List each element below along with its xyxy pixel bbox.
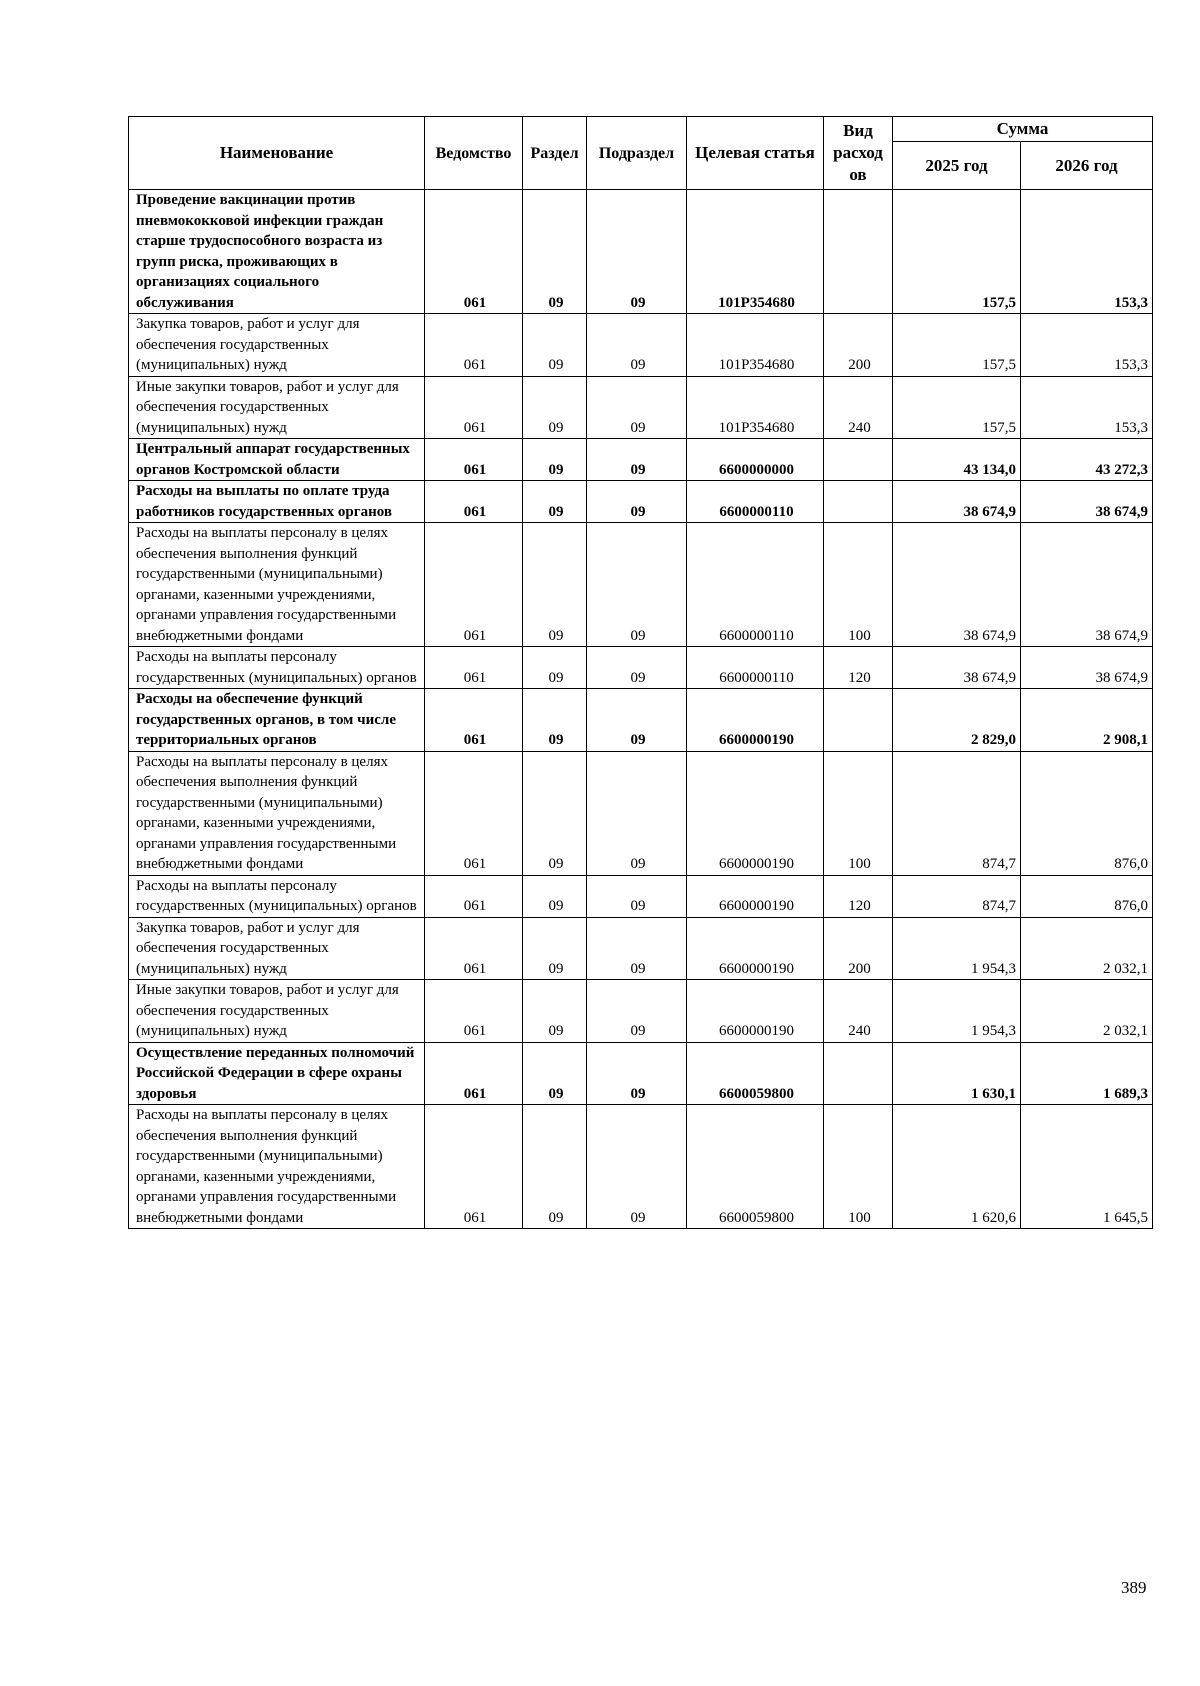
row-sum-2025: 157,5 xyxy=(893,190,1021,314)
row-tselevaya-statya: 6600000110 xyxy=(687,481,824,523)
row-tselevaya-statya: 6600000190 xyxy=(687,689,824,752)
row-vedomstvo: 061 xyxy=(425,376,523,439)
row-sum-2025: 38 674,9 xyxy=(893,523,1021,647)
row-vid-rashodov: 200 xyxy=(824,917,893,980)
header-vid-rashodov: Вид расход ов xyxy=(824,117,893,190)
header-razdel: Раздел xyxy=(523,117,587,190)
row-vid-rashodov: 120 xyxy=(824,647,893,689)
row-podrazdel: 09 xyxy=(587,523,687,647)
table-row xyxy=(129,523,1153,647)
table-row xyxy=(129,1042,1153,1105)
row-razdel: 09 xyxy=(523,1042,587,1105)
row-podrazdel: 09 xyxy=(587,376,687,439)
row-sum-2026: 2 032,1 xyxy=(1021,980,1153,1043)
row-podrazdel: 09 xyxy=(587,980,687,1043)
row-podrazdel: 09 xyxy=(587,439,687,481)
row-name: Расходы на выплаты по оплате труда работников государственных органов xyxy=(129,481,425,523)
header-summa: Сумма xyxy=(893,117,1153,142)
row-sum-2026: 2 908,1 xyxy=(1021,689,1153,752)
row-vid-rashodov xyxy=(824,689,893,752)
table-row xyxy=(129,917,1153,980)
row-podrazdel: 09 xyxy=(587,481,687,523)
row-vid-rashodov xyxy=(824,439,893,481)
table-row xyxy=(129,689,1153,752)
row-razdel: 09 xyxy=(523,751,587,875)
row-vedomstvo: 061 xyxy=(425,875,523,917)
row-sum-2025: 1 630,1 xyxy=(893,1042,1021,1105)
row-vedomstvo: 061 xyxy=(425,751,523,875)
row-vid-rashodov: 100 xyxy=(824,523,893,647)
row-sum-2026: 38 674,9 xyxy=(1021,647,1153,689)
row-vid-rashodov: 120 xyxy=(824,875,893,917)
header-name: Наименование xyxy=(129,117,425,190)
row-name: Расходы на выплаты персоналу в целях обеспечения выполнения функций государственными (муниципальными) органами, казенными учреждениями, органами управления государственными внебюджетными фондами xyxy=(129,751,425,875)
table-row xyxy=(129,751,1153,875)
table-row xyxy=(129,314,1153,377)
row-name: Проведение вакцинации против пневмококковой инфекции граждан старше трудоспособного возраста из групп риска, проживающих в организациях социального обслуживания xyxy=(129,190,425,314)
row-sum-2025: 157,5 xyxy=(893,314,1021,377)
row-sum-2026: 153,3 xyxy=(1021,376,1153,439)
row-tselevaya-statya: 6600000190 xyxy=(687,917,824,980)
table-row xyxy=(129,481,1153,523)
row-sum-2025: 1 620,6 xyxy=(893,1105,1021,1229)
row-podrazdel: 09 xyxy=(587,647,687,689)
row-name: Иные закупки товаров, работ и услуг для обеспечения государственных (муниципальных) нужд xyxy=(129,980,425,1043)
row-vid-rashodov: 100 xyxy=(824,1105,893,1229)
row-vid-rashodov: 240 xyxy=(824,376,893,439)
header-year-2025: 2025 год xyxy=(893,142,1021,190)
row-podrazdel: 09 xyxy=(587,751,687,875)
row-sum-2025: 43 134,0 xyxy=(893,439,1021,481)
row-razdel: 09 xyxy=(523,481,587,523)
table-row xyxy=(129,376,1153,439)
row-razdel: 09 xyxy=(523,647,587,689)
row-sum-2026: 43 272,3 xyxy=(1021,439,1153,481)
row-tselevaya-statya: 6600000000 xyxy=(687,439,824,481)
row-sum-2025: 38 674,9 xyxy=(893,481,1021,523)
row-sum-2025: 1 954,3 xyxy=(893,917,1021,980)
row-name: Закупка товаров, работ и услуг для обеспечения государственных (муниципальных) нужд xyxy=(129,917,425,980)
row-tselevaya-statya: 6600000190 xyxy=(687,980,824,1043)
row-name: Закупка товаров, работ и услуг для обеспечения государственных (муниципальных) нужд xyxy=(129,314,425,377)
page-number: 389 xyxy=(1121,1578,1147,1597)
row-podrazdel: 09 xyxy=(587,917,687,980)
row-sum-2026: 38 674,9 xyxy=(1021,523,1153,647)
row-razdel: 09 xyxy=(523,523,587,647)
row-podrazdel: 09 xyxy=(587,1042,687,1105)
row-sum-2025: 874,7 xyxy=(893,751,1021,875)
row-tselevaya-statya: 101P354680 xyxy=(687,314,824,377)
row-podrazdel: 09 xyxy=(587,314,687,377)
header-year-2026: 2026 год xyxy=(1021,142,1153,190)
row-tselevaya-statya: 6600000190 xyxy=(687,875,824,917)
row-vid-rashodov xyxy=(824,1042,893,1105)
table-row xyxy=(129,980,1153,1043)
row-vedomstvo: 061 xyxy=(425,439,523,481)
row-razdel: 09 xyxy=(523,376,587,439)
row-name: Расходы на выплаты персоналу государственных (муниципальных) органов xyxy=(129,875,425,917)
row-sum-2025: 2 829,0 xyxy=(893,689,1021,752)
row-name: Расходы на выплаты персоналу в целях обеспечения выполнения функций государственными (муниципальными) органами, казенными учреждениями, органами управления государственными внебюджетными фондами xyxy=(129,1105,425,1229)
row-sum-2026: 876,0 xyxy=(1021,875,1153,917)
row-sum-2025: 874,7 xyxy=(893,875,1021,917)
row-tselevaya-statya: 6600059800 xyxy=(687,1105,824,1229)
row-podrazdel: 09 xyxy=(587,1105,687,1229)
row-sum-2026: 153,3 xyxy=(1021,190,1153,314)
row-vedomstvo: 061 xyxy=(425,190,523,314)
row-vedomstvo: 061 xyxy=(425,1105,523,1229)
row-vedomstvo: 061 xyxy=(425,523,523,647)
row-name: Осуществление переданных полномочий Российской Федерации в сфере охраны здоровья xyxy=(129,1042,425,1105)
row-tselevaya-statya: 6600059800 xyxy=(687,1042,824,1105)
row-sum-2026: 2 032,1 xyxy=(1021,917,1153,980)
row-vid-rashodov xyxy=(824,481,893,523)
row-sum-2026: 153,3 xyxy=(1021,314,1153,377)
row-podrazdel: 09 xyxy=(587,875,687,917)
table-row xyxy=(129,439,1153,481)
row-vedomstvo: 061 xyxy=(425,689,523,752)
header-tselevaya-statya: Целевая статья xyxy=(687,117,824,190)
row-tselevaya-statya: 6600000190 xyxy=(687,751,824,875)
header-vedomstvo: Ведомство xyxy=(425,117,523,190)
row-tselevaya-statya: 101P354680 xyxy=(687,376,824,439)
budget-table xyxy=(128,116,1153,1229)
row-vedomstvo: 061 xyxy=(425,481,523,523)
row-razdel: 09 xyxy=(523,689,587,752)
row-vid-rashodov: 200 xyxy=(824,314,893,377)
row-podrazdel: 09 xyxy=(587,689,687,752)
row-razdel: 09 xyxy=(523,1105,587,1229)
row-razdel: 09 xyxy=(523,980,587,1043)
header-podrazdel: Подраздел xyxy=(587,117,687,190)
table-row xyxy=(129,875,1153,917)
row-vid-rashodov xyxy=(824,190,893,314)
row-sum-2026: 1 645,5 xyxy=(1021,1105,1153,1229)
row-sum-2026: 1 689,3 xyxy=(1021,1042,1153,1105)
row-tselevaya-statya: 6600000110 xyxy=(687,523,824,647)
table-row xyxy=(129,647,1153,689)
row-sum-2025: 157,5 xyxy=(893,376,1021,439)
row-vedomstvo: 061 xyxy=(425,314,523,377)
row-razdel: 09 xyxy=(523,190,587,314)
row-tselevaya-statya: 6600000110 xyxy=(687,647,824,689)
row-sum-2026: 876,0 xyxy=(1021,751,1153,875)
row-razdel: 09 xyxy=(523,439,587,481)
row-sum-2025: 38 674,9 xyxy=(893,647,1021,689)
row-vedomstvo: 061 xyxy=(425,1042,523,1105)
row-name: Расходы на выплаты персоналу в целях обеспечения выполнения функций государственными (муниципальными) органами, казенными учреждениями, органами управления государственными внебюджетными фондами xyxy=(129,523,425,647)
row-name: Иные закупки товаров, работ и услуг для обеспечения государственных (муниципальных) нужд xyxy=(129,376,425,439)
row-razdel: 09 xyxy=(523,875,587,917)
row-name: Центральный аппарат государственных органов Костромской области xyxy=(129,439,425,481)
table-row xyxy=(129,190,1153,314)
row-razdel: 09 xyxy=(523,917,587,980)
row-vedomstvo: 061 xyxy=(425,647,523,689)
row-vid-rashodov: 240 xyxy=(824,980,893,1043)
row-vedomstvo: 061 xyxy=(425,917,523,980)
table-row xyxy=(129,1105,1153,1229)
row-tselevaya-statya: 101P354680 xyxy=(687,190,824,314)
row-name: Расходы на выплаты персоналу государственных (муниципальных) органов xyxy=(129,647,425,689)
row-sum-2025: 1 954,3 xyxy=(893,980,1021,1043)
row-podrazdel: 09 xyxy=(587,190,687,314)
table-body xyxy=(129,190,1153,1229)
row-razdel: 09 xyxy=(523,314,587,377)
row-vid-rashodov: 100 xyxy=(824,751,893,875)
table-header xyxy=(129,117,1153,190)
row-name: Расходы на обеспечение функций государственных органов, в том числе территориальных органов xyxy=(129,689,425,752)
row-vedomstvo: 061 xyxy=(425,980,523,1043)
row-sum-2026: 38 674,9 xyxy=(1021,481,1153,523)
